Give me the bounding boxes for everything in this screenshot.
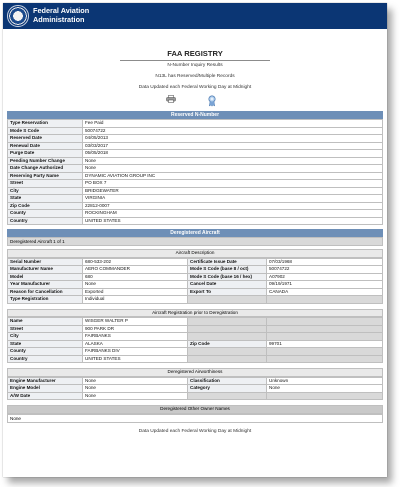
field-label: Pending Number Change — [8, 157, 83, 165]
field-label: Reason for Cancellation — [8, 288, 83, 296]
reserved-row — [8, 135, 383, 143]
reserved-row — [8, 180, 383, 188]
field-value — [267, 325, 383, 333]
field-label — [188, 392, 267, 400]
field-label: Engine Manufacturer — [8, 377, 83, 385]
registration-row — [8, 333, 383, 341]
field-value: None — [83, 385, 188, 393]
registry-page — [3, 3, 387, 477]
ribbon-icon[interactable] — [207, 95, 217, 107]
dereg-section — [7, 229, 383, 423]
title-divider — [120, 60, 270, 61]
field-label: Manufacturer Name — [8, 266, 83, 274]
dereg-count: Deregistered Aircraft 1 of 1 — [7, 237, 383, 246]
field-value — [267, 333, 383, 341]
page-title: FAA REGISTRY — [167, 49, 223, 58]
aircraft-description-header: Aircraft Description — [7, 249, 383, 258]
field-label: County — [8, 210, 83, 218]
field-label: Date Change Authorized — [8, 165, 83, 173]
query-line: N13L has Reserved/Multiple Records — [155, 74, 235, 79]
field-value: UNITED STATES — [83, 355, 188, 363]
field-value: None — [83, 165, 383, 173]
field-value: PO BOX 7 — [83, 180, 383, 188]
description-row — [8, 296, 383, 304]
field-label: Certificate Issue Date — [188, 258, 267, 266]
reserved-band: Reserved N-Number — [7, 111, 383, 119]
field-label: State — [8, 195, 83, 203]
field-label — [188, 318, 267, 326]
field-label: Street — [8, 180, 83, 188]
field-value: Individual — [83, 296, 188, 304]
reserved-section — [7, 111, 383, 225]
field-label: City — [8, 333, 83, 341]
field-label: Country — [8, 355, 83, 363]
registration-row — [8, 340, 383, 348]
field-value: 50074722 — [267, 266, 383, 274]
field-value: WISGER WALTER P — [83, 318, 188, 326]
field-label — [188, 333, 267, 341]
footer-notice: Data Updated each Federal Working Day at Midnight — [138, 428, 252, 434]
faa-seal-logo[interactable] — [7, 5, 29, 27]
field-label: Reserving Party Name — [8, 172, 83, 180]
field-label: Country — [8, 217, 83, 225]
field-label: Category — [188, 385, 267, 393]
field-label: A/W Date — [8, 392, 83, 400]
field-value — [267, 318, 383, 326]
field-value: 22812-0007 — [83, 202, 383, 210]
other-owners-header: Deregistered Other Owner Names — [7, 405, 383, 414]
airworthiness-header: Deregistered Airworthiness — [7, 368, 383, 377]
registration-row — [8, 355, 383, 363]
reserved-table — [7, 119, 383, 225]
reserved-row — [8, 120, 383, 128]
reserved-row — [8, 150, 383, 158]
field-value — [267, 296, 383, 304]
description-row — [8, 273, 383, 281]
field-value: 50074722 — [83, 127, 383, 135]
aircraft-description-table — [7, 258, 383, 304]
field-label: Cancel Date — [188, 281, 267, 289]
field-value: None — [83, 157, 383, 165]
field-value: 05/05/2018 — [83, 150, 383, 158]
reserved-row — [8, 217, 383, 225]
field-label: Zip Code — [188, 340, 267, 348]
field-value: FAIRBANKS — [83, 333, 188, 341]
field-value — [267, 355, 383, 363]
field-label: Renewal Date — [8, 142, 83, 150]
field-label: Serial Number — [8, 258, 83, 266]
field-value: None — [83, 377, 188, 385]
agency-line-1: Federal Aviation — [33, 6, 90, 15]
agency-name[interactable] — [33, 7, 89, 24]
reserved-row — [8, 127, 383, 135]
field-label — [188, 348, 267, 356]
field-label: Engine Model — [8, 385, 83, 393]
description-row — [8, 258, 383, 266]
field-label: Type Reservation — [8, 120, 83, 128]
reserved-row — [8, 172, 383, 180]
field-value: Unknown — [267, 377, 383, 385]
faa-header — [3, 3, 387, 29]
field-value: FAIRBANKS DIV — [83, 348, 188, 356]
description-row — [8, 288, 383, 296]
agency-line-2: Administration — [33, 14, 85, 24]
field-value: A07902 — [267, 273, 383, 281]
field-value: Exported — [83, 288, 188, 296]
airworthiness-row — [8, 377, 383, 385]
field-value: 07/03/1968 — [267, 258, 383, 266]
registration-header: Aircraft Registration prior to Deregistration — [7, 309, 383, 318]
field-value: None — [83, 392, 188, 400]
reserved-row — [8, 157, 383, 165]
field-value: ROCKINGHAM — [83, 210, 383, 218]
field-label: Purge Date — [8, 150, 83, 158]
registration-row — [8, 325, 383, 333]
field-label: Name — [8, 318, 83, 326]
field-value: VIRGINIA — [83, 195, 383, 203]
field-label: County — [8, 348, 83, 356]
reserved-row — [8, 165, 383, 173]
reserved-row — [8, 142, 383, 150]
page-subtitle: N-Number Inquiry Results — [167, 63, 223, 68]
dereg-band: Deregistered Aircraft — [7, 229, 383, 237]
airworthiness-row — [8, 392, 383, 400]
registration-table — [7, 317, 383, 363]
field-label — [188, 325, 267, 333]
field-value: 04/05/2013 — [83, 135, 383, 143]
field-value: AERO COMMANDER — [83, 266, 188, 274]
field-label: Reserved Date — [8, 135, 83, 143]
airworthiness-table — [7, 377, 383, 401]
registration-row — [8, 348, 383, 356]
description-row — [8, 266, 383, 274]
field-label: City — [8, 187, 83, 195]
field-label: Type Registration — [8, 296, 83, 304]
other-owners-value: None — [7, 414, 383, 423]
field-value — [267, 348, 383, 356]
field-value: CANADA — [267, 288, 383, 296]
field-value: 900 PARK DR — [83, 325, 188, 333]
reserved-row — [8, 202, 383, 210]
airworthiness-row — [8, 385, 383, 393]
field-label: Street — [8, 325, 83, 333]
reserved-row — [8, 210, 383, 218]
field-value: BRIDGEWATER — [83, 187, 383, 195]
field-value: ALASKA — [83, 340, 188, 348]
action-icons — [3, 93, 387, 111]
field-label: Year Manufacturer — [8, 281, 83, 289]
field-value: 99701 — [267, 340, 383, 348]
field-value: None — [83, 281, 188, 289]
field-label: State — [8, 340, 83, 348]
field-label: Zip Code — [8, 202, 83, 210]
field-label: Mode S Code (base 16 / hex) — [188, 273, 267, 281]
reserved-row — [8, 195, 383, 203]
field-label: Mode S Code (base 8 / oct) — [188, 266, 267, 274]
field-value — [267, 392, 383, 400]
field-label: Export To — [188, 288, 267, 296]
field-label: Mode S Code — [8, 127, 83, 135]
update-notice: Data Updated each Federal Working Day at Midnight — [138, 85, 252, 90]
description-row — [8, 281, 383, 289]
field-value: UNITED STATES — [83, 217, 383, 225]
field-value: 03/03/2017 — [83, 142, 383, 150]
field-label: Model — [8, 273, 83, 281]
field-value: 680-533-202 — [83, 258, 188, 266]
field-value: 680 — [83, 273, 188, 281]
field-label — [188, 296, 267, 304]
field-label: Classification — [188, 377, 267, 385]
field-value: Fee Paid — [83, 120, 383, 128]
registration-row — [8, 318, 383, 326]
field-value: None — [267, 385, 383, 393]
reserved-row — [8, 187, 383, 195]
field-value: DYNAMIC AVIATION GROUP INC — [83, 172, 383, 180]
field-label — [188, 355, 267, 363]
printer-icon[interactable] — [166, 95, 176, 103]
field-value: 09/19/1971 — [267, 281, 383, 289]
